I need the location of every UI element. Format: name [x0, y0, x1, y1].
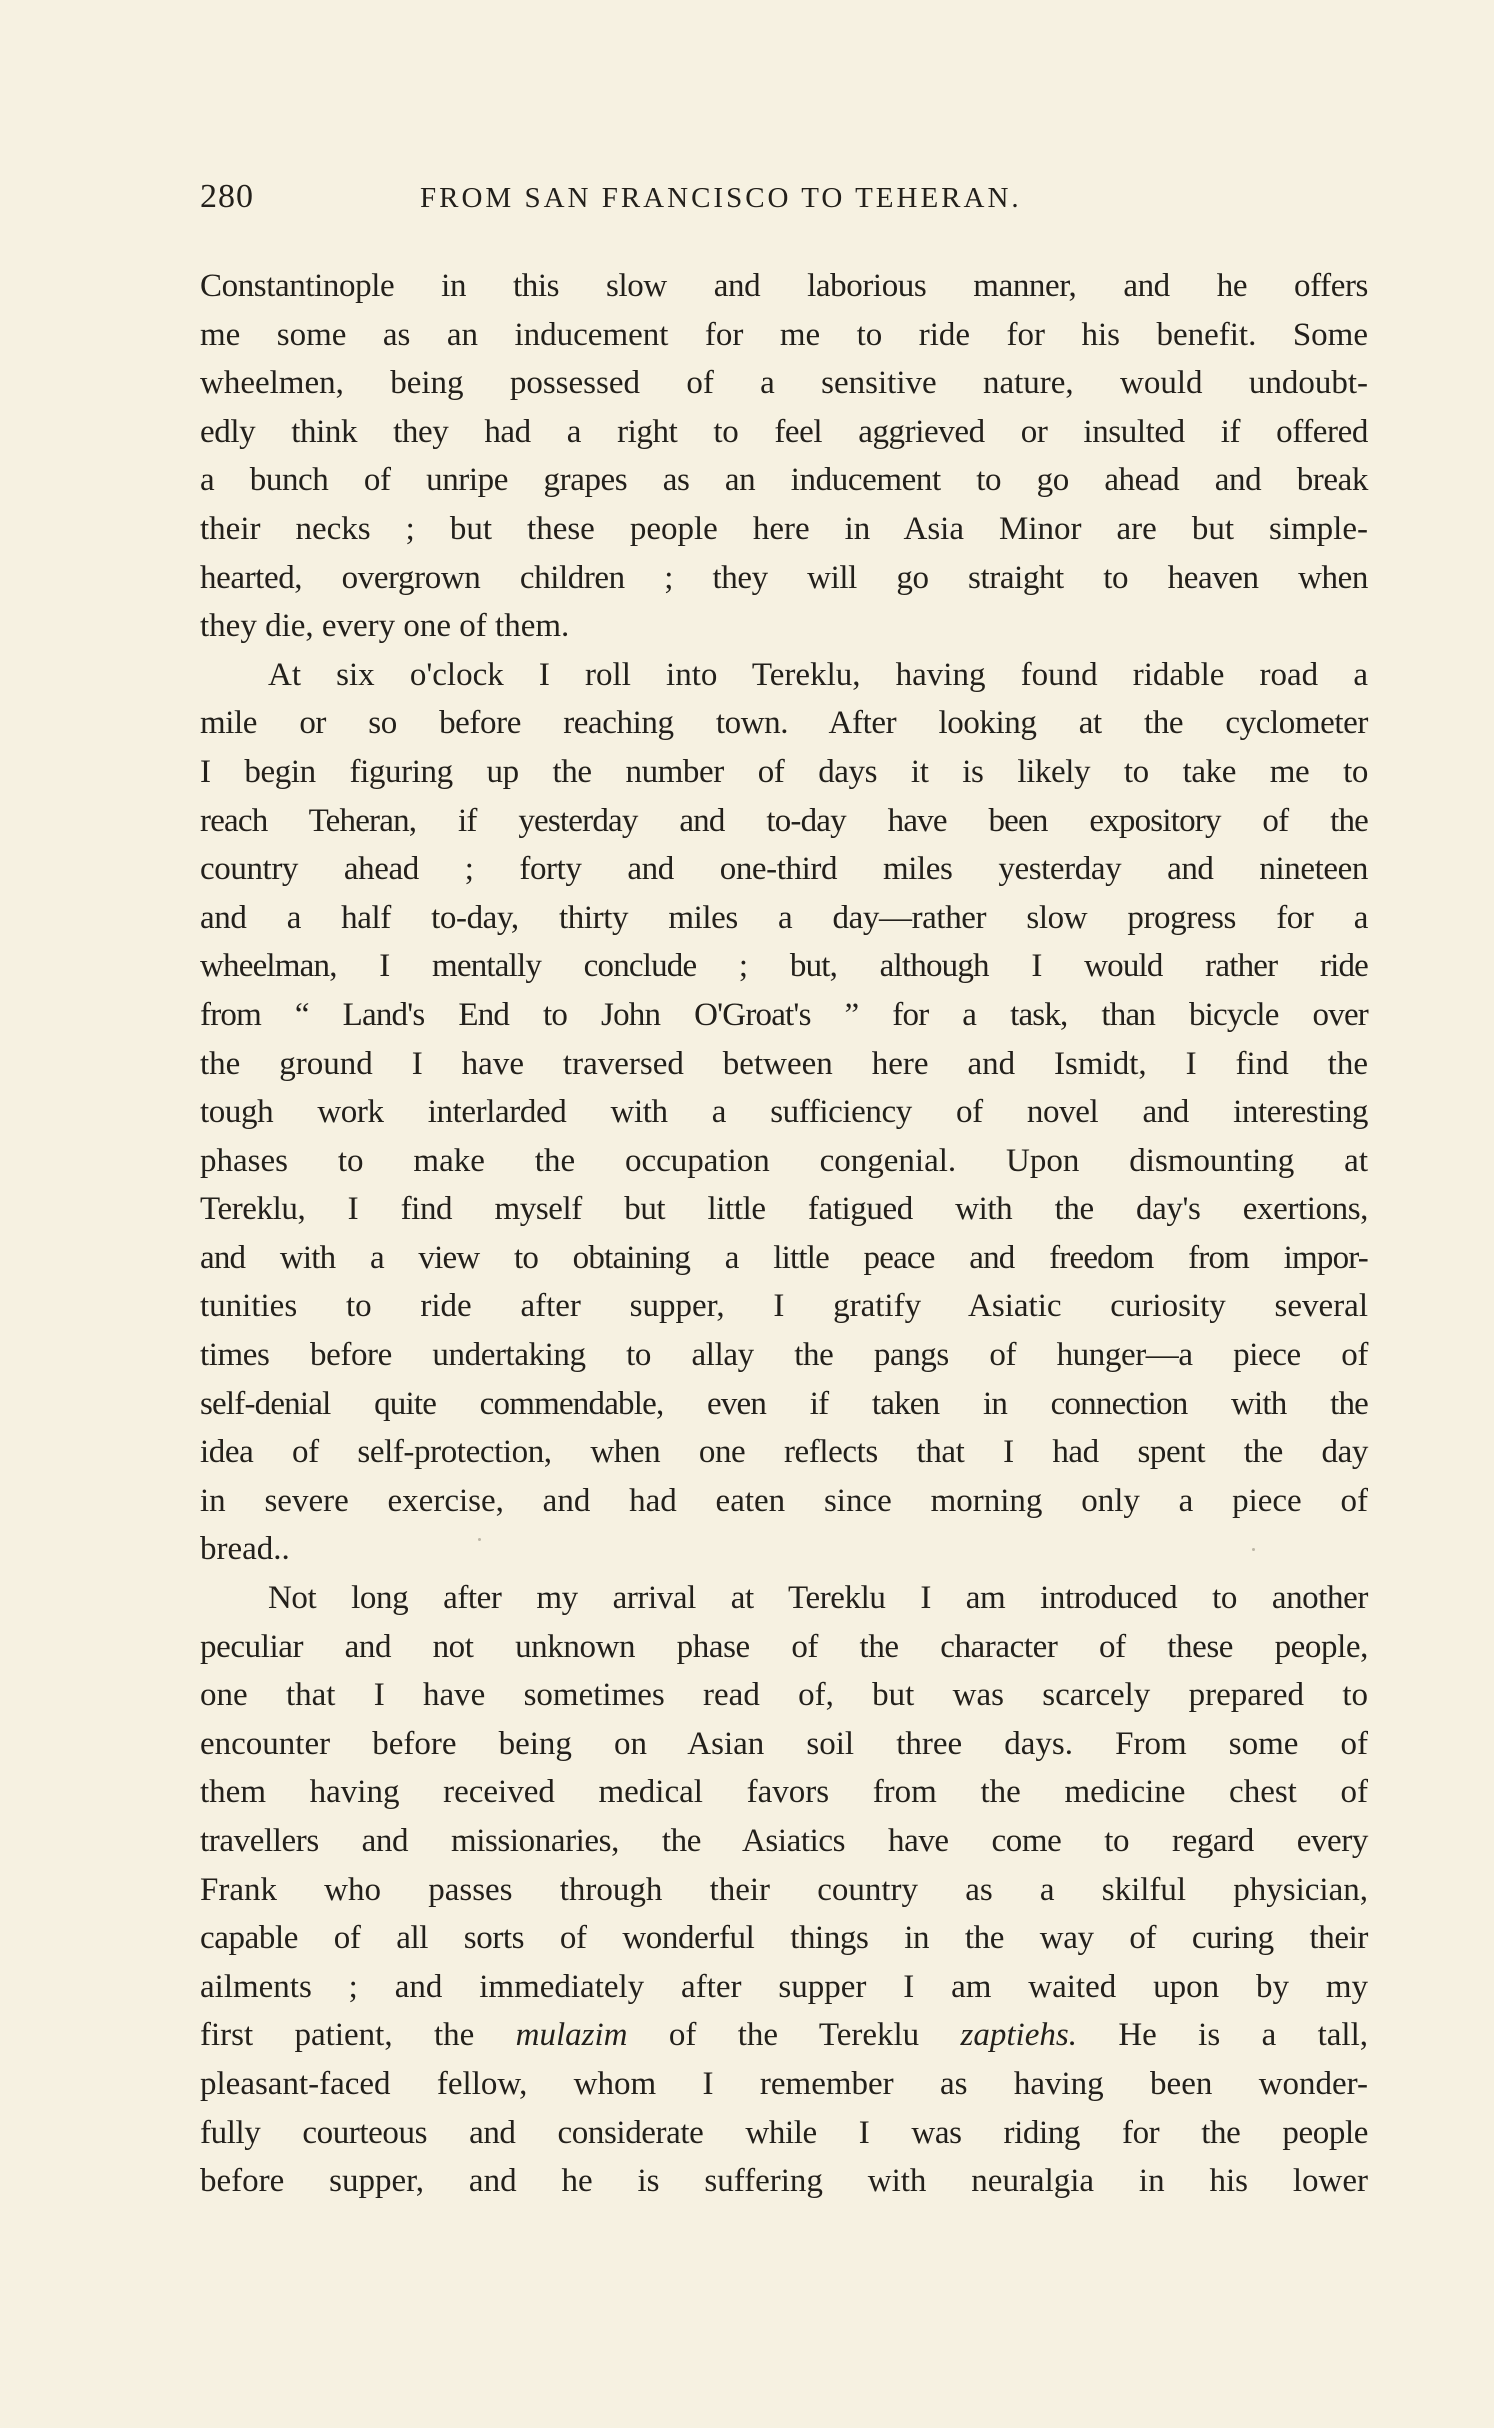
text-line: fully courteous and considerate while I was riding for the people	[200, 2114, 1368, 2151]
text-line-with-italics	[200, 2011, 1368, 2060]
text-run: first patient, the	[200, 2017, 516, 2054]
text-line: from “ Land's End to John O'Groat's ” for a task, than bicycle over	[200, 996, 1368, 1033]
text-line: tunities to ride after supper, I gratify Asiatic curiosity several	[200, 1288, 1368, 1325]
paper-speck	[478, 1538, 481, 1541]
text-line: their necks ; but these people here in Asia Minor are but simple-	[200, 510, 1368, 547]
text-line: me some as an inducement for me to ride for his benefit. Some	[200, 316, 1368, 353]
italic-term: zaptiehs.	[960, 2017, 1077, 2054]
text-line: wheelman, I mentally conclude ; but, although I would rather ride	[200, 948, 1368, 985]
text-line: peculiar and not unknown phase of the character of these people,	[200, 1628, 1368, 1665]
text-line: ailments ; and immediately after supper I am waited upon by my	[200, 1968, 1368, 2005]
text-run: He is a tall,	[1076, 2017, 1368, 2054]
paper-speck	[1252, 1548, 1255, 1551]
text-run: of the Tereklu	[627, 2017, 961, 2054]
text-line: travellers and missionaries, the Asiatics have come to regard every	[200, 1823, 1368, 1859]
text-line: phases to make the occupation congenial. Upon dismounting at	[200, 1142, 1368, 1179]
text-line: encounter before being on Asian soil three days. From some of	[200, 1725, 1368, 1762]
text-line: Constantinople in this slow and laborious manner, and he offers	[200, 268, 1368, 304]
page-number: 280	[200, 178, 254, 215]
text-line: Tereklu, I find myself but little fatigued with the day's exertions,	[200, 1191, 1368, 1228]
text-line: reach Teheran, if yesterday and to-day have been expository of the	[200, 802, 1368, 839]
text-line: before supper, and he is suffering with neuralgia in his lower	[200, 2163, 1368, 2200]
text-line: one that I have sometimes read of, but was scarcely prepared to	[200, 1677, 1368, 1714]
text-line: idea of self-protection, when one reflects that I had spent the day	[200, 1434, 1368, 1471]
text-line: wheelmen, being possessed of a sensitive nature, would undoubt-	[200, 365, 1368, 402]
text-line: a bunch of unripe grapes as an inducement to go ahead and break	[200, 462, 1368, 499]
text-line: the ground I have traversed between here and Ismidt, I find the	[200, 1045, 1368, 1082]
text-line: bread..	[200, 1531, 290, 1568]
running-title: FROM SAN FRANCISCO TO TEHERAN.	[420, 182, 1022, 214]
text-line: tough work interlarded with a sufficiency of novel and interesting	[200, 1094, 1368, 1131]
paragraph-1	[200, 262, 1368, 651]
text-line: country ahead ; forty and one-third miles yesterday and nineteen	[200, 851, 1368, 888]
page-header	[200, 178, 1160, 226]
text-line: and a half to-day, thirty miles a day—rather slow progress for a	[200, 899, 1368, 936]
paragraph-2	[200, 651, 1368, 1574]
italic-term: mulazim	[515, 2017, 628, 2054]
text-line: self-denial quite commendable, even if taken in connection with the	[200, 1385, 1368, 1422]
paragraph-3	[200, 1574, 1368, 2206]
body-text	[200, 262, 1368, 2206]
text-line: At six o'clock I roll into Tereklu, having found ridable road a	[268, 656, 1368, 693]
text-line: them having received medical favors from the medicine chest of	[200, 1774, 1368, 1811]
text-line: mile or so before reaching town. After looking at the cyclometer	[200, 705, 1368, 742]
text-line: Not long after my arrival at Tereklu I am introduced to another	[268, 1580, 1368, 1617]
text-line: times before undertaking to allay the pangs of hunger—a piece of	[200, 1337, 1368, 1374]
text-line: Frank who passes through their country as a skilful physician,	[200, 1871, 1368, 1908]
text-line: pleasant-faced fellow, whom I remember as having been wonder-	[200, 2065, 1368, 2102]
text-line: I begin figuring up the number of days it is likely to take me to	[200, 753, 1368, 790]
text-line: edly think they had a right to feel aggrieved or insulted if offered	[200, 413, 1368, 450]
text-line: they die, every one of them.	[200, 608, 570, 645]
text-line: in severe exercise, and had eaten since morning only a piece of	[200, 1482, 1368, 1519]
text-line: capable of all sorts of wonderful things in the way of curing their	[200, 1920, 1368, 1957]
text-line: and with a view to obtaining a little peace and freedom from impor-	[200, 1239, 1368, 1276]
text-line: hearted, overgrown children ; they will go straight to heaven when	[200, 559, 1368, 596]
